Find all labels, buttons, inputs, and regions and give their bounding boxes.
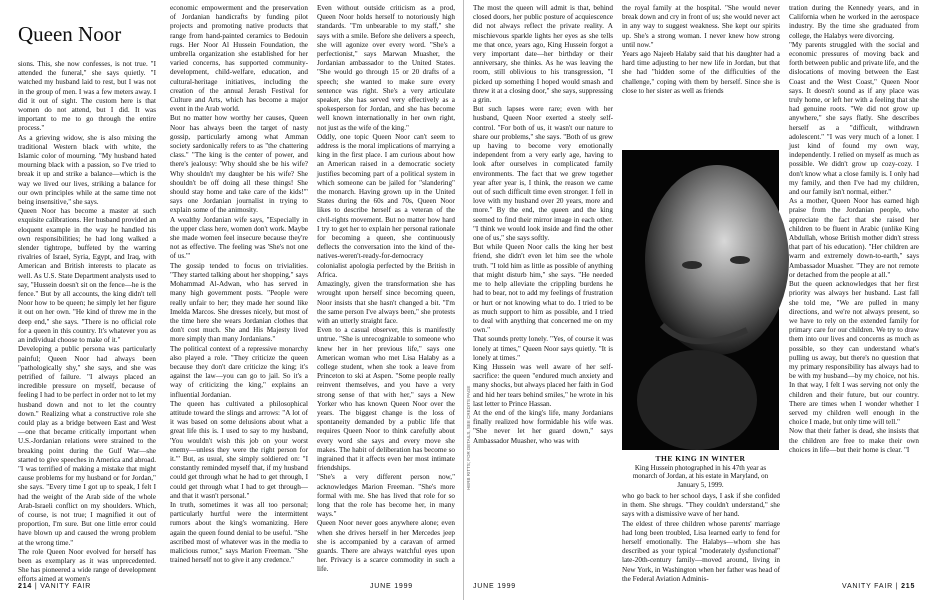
- article-column-5-top: the royal family at the hospital. "She would never break down and cry in front of us; she would never act in any way to suggest weakness. She kept our spirits up. She's a strong woman. I never knew how strong until now." Years ago Najeeb Halaby said that his daughter had a hard time adjusting to her new life in Jordan, but that she had "hidden some of the difficulties of the challenge," coping with them by herself. Since she is close to her sister as well as friends: [622, 4, 780, 95]
- article-column-3: Even without outside criticism as a prod, Queen Noor holds herself to notoriously high standards. "I'm unbearable to my staff," she says with a smile. Before she delivers a speech, she will agonize over every word. "She's a perfectionist," says Marwan Muasher, the Jordanian ambassador to the United States. "She would go through 15 or 20 drafts of a speech; she wanted to make sure every sentence was right. She's a very articulate speaker, she has served very effectively as a spokesperson for Jordan, and she has become well known internationally in her own right, not just as the wife of the king." Oddly, one topic Queen Noor can't seem to address is the moral implications of marrying a king in the first place. I am curious about how an American raised in a democratic society justifies becoming part of a political system in which someone can be jailed for "slandering" the monarch. Having grown up in the United States during the 60s and 70s, Queen Noor likes to describe herself as a veteran of the civil-rights movement. But no matter how hard I try to get her to explain her personal rationale for becoming a queen, she continuously deflects the conversation into the kind of the-natives-weren't-ready-for-democracy colonialist apologia perfected by the British in Africa. Amazingly, given the transformation she has wrought upon herself since becoming queen, Noor insists that she hasn't changed a bit. "I'm the same person I've always been," she protests with an utterly straight face. Even to a casual observer, this is manifestly untrue. "She is unrecognizable to someone who knew her in her previous life," says one American woman who met Lisa Halaby as a college student, when she took a leave from Princeton to ski at Aspen. "Some people really reinvent themselves, and you have a very strong sense of that with her," says a New Yorker who has known Queen Noor over the years. The biggest change is the loss of spontaneity demanded by a public life that requires Queen Noor to think carefully about every word she says and every move she makes. The habit of deliberation has become so ingrained that it affects even her most intimate friendships. "She's a very different person now," acknowledges Marion Freeman. "She's more formal with me. She has lived that role for so long that the role has become her, in many ways." Queen Noor never goes anywhere alone; even when she drives herself in her Mercedes jeep she is accompanied by a caravan of armed guards. There are always watchful eyes upon her. Privacy is a scarce commodity in such a life.: [317, 4, 455, 574]
- footer-date-left: JUNE 1999: [370, 583, 413, 590]
- page-number-left: 214: [18, 583, 33, 590]
- article-column-6: tration during the Kennedy years, and in California when he worked in the aerospace industry. By the time she graduated from college, the Halabys were divorcing. "My parents struggled with the social and economic pressures of moving back and forth between public and private life, and the dislocations of moving between the East Coast and the West Coast," Queen Noor says. It doesn't sound as if any place was truly home, or left her with a feeling that she had genuine roots. "We did not grow up anywhere," she says flatly. She describes herself as a "difficult, withdrawn adolescent." "I was very much of a loner. I just kind of found my own way, independently. I relied on myself as much as possible. We didn't grow up cozy-cozy. I don't know what a close family is. I only had my family, and then I've had my children, and our family isn't normal, either." As a mother, Queen Noor has earned high praise from the Jordanian people, who appreciate the fact that she raised her children to be fluent in Arabic (unlike King Abdullah, whose British mother didn't stress that part of his education). "Her children are warm and extremely down-to-earth," says Ambassador Muasher. "They are not remote or detached from the people at all." But the queen acknowledges that her first priority was always her husband. Last fall she told me, "We are pulled in many directions, and we're not always present, so we have to rely on the extended family for primary care for our children. We try to draw them into our lives and concerns as much as possible, so they can understand what's pulling us away, but there's no question that my primary responsibility has always had to be with my husband—by my choice, not his. In that way, I felt I was serving not only the children and their future, but our country. There are times when I wonder whether I served my children well enough in the choice I made, but only time will tell." Now that their father is dead, she insists that the children are free to make their own choices in life—but their home is clear. "I: [789, 4, 919, 454]
- magazine-name-left: VANITY FAIR: [40, 583, 92, 590]
- article-column-5-bottom: who go back to her school days, I ask if she confided in them. She shrugs. "They couldn't understand," she says with a dismissive wave of her hand. The eldest of three children whose parents' marriage had long been troubled, Lisa learned early to fend for herself emotionally. The Halabys—whom she has described as your typical "moderately dysfunctional" late-20th-century family—moved around, living in New York, in Washington when her father was head of the Federal Aviation Adminis-: [622, 492, 780, 583]
- photo-credit: HERB RITTS; FOR DETAILS, SEE CREDITS PAGE: [466, 385, 471, 490]
- article-column-2: economic empowerment and the preservation of Jordanian handicrafts by funding pilot projects and promoting native products that range from hand-painted ceramics to Bedouin rugs. Her Noor Al Hussein Foundation, the umbrella organization she established for her varied concerns, has supported community-development, child-welfare, education, and cultural-heritage initiatives, including the creation of the annual Jerash Festival for Culture and Arts, which has become a major event in the Arab world. But no matter how worthy her causes, Queen Noor has always been the target of nasty gossip, particularly among what Amman society sardonically refers to as "the chattering class." "The king is the center of power, and there's jealousy: 'Why should she be his wife? Why shouldn't my daughter be his wife? She shouldn't be off doing all these things! She should stay home and take care of the kids!'" says one Jordanian journalist in trying to explain some of the animosity. A wealthy Jordanian wife says, "Especially in the upper class here, women don't work. Maybe she made women feel insecure because they're not as effective. The feeling was 'She's not one of us.'" The gossip tended to focus on trivialities. "They started talking about her shopping," says Mohammad Al-Adwan, who has served in many high government posts. "People were really unfair to her; they made her sound like Imelda Marcos. She dresses nicely, but most of the time here she wears Jordanian clothes that don't cost much. She and His Majesty lived more simply than many Jordanians." The political context of a repressive monarchy also played a role. "They criticize the queen because they don't dare criticize the king; it's against the law—you can go to jail. So it's a way of criticizing the king," explains an influential Jordanian. The queen has cultivated a philosophical attitude toward the slings and arrows: "A lot of it was based on some delusions about what a great life this is. I used to say to my husband, 'You wouldn't wish this job on your worst enemy—unless they were the right person for it.'" But, as usual, she simply soldiered on: "I constantly reminded myself that, if my husband could get through what he had to get through, I could get through what I had to get through—and that it wasn't personal." In truth, sometimes it was all too personal; particularly hurtful were the intermittent rumors about the king's womanizing. Here again the queen found denial to be useful. "She ascribed most of whatever was in the media to malicious rumor," says Marion Freeman. "She trained herself not to give it any credence.": [170, 4, 308, 565]
- page-gutter: [463, 0, 464, 600]
- portrait-image: [622, 150, 779, 450]
- king-hussein-photo: [622, 150, 779, 450]
- photo-caption: [622, 455, 779, 489]
- article-column-1: sions. This, she now confesses, is not true. "I attended the funeral," she says quietly. "I watched my husband laid to rest, but I was not in the group of men. I was a few meters away. I did it out of sight. The custom here is that women do not attend, but I did. It was important to me to go through the entire process." As a grieving widow, she is also mixing the traditional Western black with white, the Islamic color of mourning. "My husband hated mourning black with a passion, so I've tried to break it up and strike a balance—which is the way we lived our lives, striking a balance for our own principles while at the same time not being insensitive," she says. Queen Noor has become a master at such exquisite calibrations. Her husband provided an eloquent example in the way he handled his own responsibilities; he had long walked a slender tightrope, buffeted by the warring rivalries of Israel, Syria, Egypt, and Iraq, with American and British interests to placate as well. As U.S. State Department analysts used to say, "Hussein doesn't sit on the fence—he is the fence." But by all accounts, the king didn't tell Noor how to be queen; he simply let her figure it out on her own. "He kind of threw me in the deep end," she says. "There is no official role for a queen in this country. It's whatever you as an individual choose to make of it." Developing a public persona was particularly painful; Queen Noor had always been "pathologically shy," she says, and she was petrified of failure. "I always placed an incredible pressure on myself, because of feeling I had to be perfect in order not to let my husband down and not to let the country down." Realizing what a constructive role she could play as a bridge between East and West—one that became critically important when U.S.-Jordanian relations were strained to the breaking point during the Gulf War—she started to give speeches in America and abroad. "I was terrified of making a mistake that might cause problems for my husband or for Jordan," she says. "Every time I got up to speak, I felt I had the weight of the Arab side of the whole Arab-Israeli conflict on my shoulders. Which, of course, is not true; I magnified it out of proportion, I'm sure. But one little error could have blown up and caused the wrong problem at the wrong time." The role Queen Noor evolved for herself has been as exemplary as it was unprecedented. She has pioneered a wide range of development efforts aimed at women's: [18, 60, 156, 584]
- footer-divider-left: |: [34, 583, 41, 590]
- footer-divider-right: |: [895, 583, 902, 590]
- caption-text: King Hussein photographed in his 47th year as monarch of Jordan, at his estate in Maryland, on January 5, 1999.: [632, 463, 769, 489]
- caption-title: THE KING IN WINTER: [655, 454, 746, 463]
- footer-left: [18, 583, 91, 590]
- page-number-right: 215: [901, 583, 916, 590]
- footer-right: [842, 583, 915, 590]
- footer-date-right: JUNE 1999: [473, 583, 516, 590]
- magazine-name-right: VANITY FAIR: [842, 583, 893, 590]
- page-title: Queen Noor: [18, 22, 122, 46]
- article-column-4: The most the queen will admit is that, behind closed doors, her public posture of acquiescence did not always reflect the private reality. A mischievous sparkle lights her eyes as she tells me that once, years ago, King Hussein forgot a very important date—her birthday or their anniversary, she thinks. As he was leaving the room, still oblivious to his transgression, "I picked up something I hoped would smash and threw it at a closing door," she says, suppressing a grin. But such lapses were rare; even with her husband, Queen Noor exerted a steely self-control. "For both of us, it wasn't our nature to share our problems," she says. "Both of us grew up having to become very emotionally independent from a very early age, having to look after ourselves in complicated family environments. The fact that we grew together year after year is, I think, the reason we came out of such difficult time even stronger. I fell in love with my husband over 20 years, more and more." By the end, the queen and the king seemed to find their mirror image in each other. "I think we would look inside and find the other one of us," she says softly. But while Queen Noor calls the king her best friend, she didn't even let him see the whole truth. "I told him as little as possible of anything that might disturb him," she says. "He needed me to help alleviate the crippling burdens he had to bear, not to add my feelings of frustration or hurt or not knowing what to do. I tried to be as much support to him as possible, and I tried to deal with anything that concerned me on my own." That sounds pretty lonely. "Yes, of course it was lonely at times," Queen Noor says quietly. "It is lonely at times." King Hussein was well aware of her self-sacrifice: the queen "endured much anxiety and many shocks, but always placed her faith in God and hid her tears behind smiles," he wrote in his last letter to Prince Hassan. At the end of the king's life, many Jordanians finally realized how formidable his wife was. "She never let her guard down," says Ambassador Muasher, who was with: [473, 4, 613, 445]
